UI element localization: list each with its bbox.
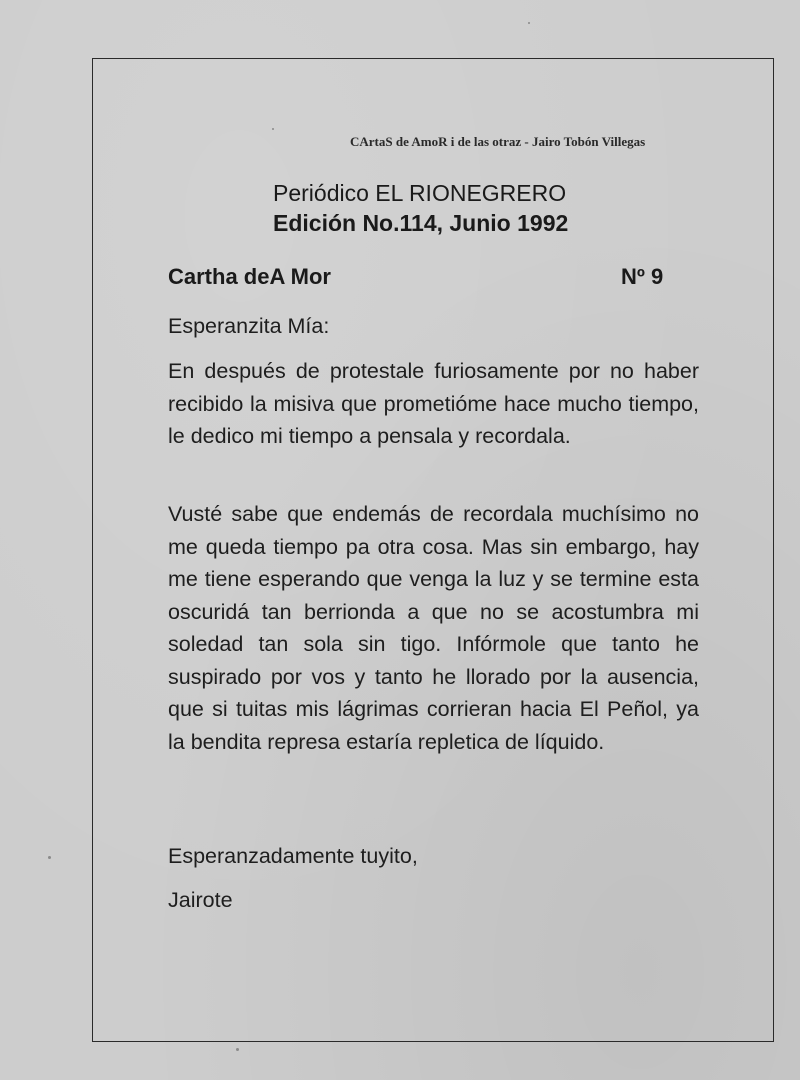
letter-signature: Jairote <box>168 888 233 912</box>
letter-title: Cartha deA Mor <box>168 264 331 289</box>
letter-paragraph: En después de protestale furiosamente por no haber recibido la misiva que prometióme hace mucho tiempo, le dedico mi tiempo a pensala y recordala. <box>168 359 699 448</box>
letter-number: Nº 9 <box>621 264 664 289</box>
scan-speck <box>272 128 274 130</box>
letter-closing: Esperanzadamente tuyito, <box>168 844 418 868</box>
letter-salutation: Esperanzita Mía: <box>168 314 330 338</box>
scan-speck <box>528 22 530 24</box>
letter-paragraph: Vusté sabe que endemás de recordala muchísimo no me queda tiempo pa otra cosa. Mas sin embargo, hay me tiene esperando que venga la luz y se termine esta oscuridá tan berrionda a que no se acostumbra mi soledad tan sola sin tigo. Infórmole que tanto he suspirado por vos y tanto he llorado por la ausencia, que si tuitas mis lágrimas corrieran hacia El Peñol, ya la bendita represa estaría repletica de líquido. <box>168 502 699 754</box>
publication-edition: Edición No.114, Junio 1992 <box>273 210 569 236</box>
scan-speck <box>236 1048 239 1051</box>
series-header: CArtaS de AmoR i de las otraz - Jairo Tobón Villegas <box>350 134 646 149</box>
publication-name: Periódico EL RIONEGRERO <box>273 180 567 206</box>
scan-speck <box>48 856 51 859</box>
